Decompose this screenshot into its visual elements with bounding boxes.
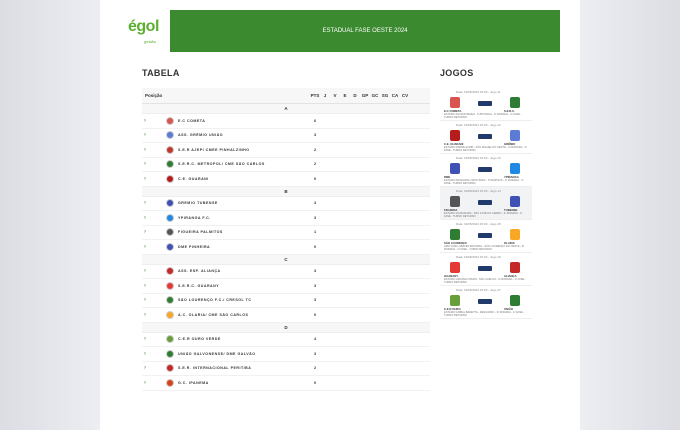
header-sg: SG xyxy=(381,93,389,98)
chevron-right-icon[interactable]: › xyxy=(144,117,146,124)
game-meta: Data: 19/05/2024 15:00 - Jogo 15 xyxy=(456,222,501,226)
game-card[interactable] xyxy=(440,286,532,319)
chevron-right-icon[interactable]: › xyxy=(144,214,146,221)
group-label: D xyxy=(142,323,430,333)
team-points: 6 xyxy=(313,118,317,123)
header-pts: PTS xyxy=(310,93,320,98)
table-row[interactable] xyxy=(142,376,430,391)
chevron-right-icon[interactable]: › xyxy=(144,268,146,275)
game-meta: Data: 19/05/2024 15:00 - Jogo 12 xyxy=(456,123,501,127)
jogos-title: JOGOS xyxy=(440,68,474,78)
team-points: 2 xyxy=(313,366,317,371)
game-meta: Data: 19/05/2024 15:00 - Jogo 17 xyxy=(456,288,501,292)
chevron-right-icon[interactable]: › xyxy=(144,350,146,357)
home-crest-icon xyxy=(450,295,460,306)
table-row[interactable] xyxy=(142,172,430,187)
table-row[interactable] xyxy=(142,143,430,158)
background-left xyxy=(0,0,100,430)
table-row[interactable] xyxy=(142,333,430,348)
versus-badge xyxy=(478,101,492,106)
chevron-right-icon[interactable]: › xyxy=(144,311,146,318)
team-crest-icon xyxy=(166,296,174,304)
home-team-name: SÃO LOURENÇO xyxy=(444,241,467,245)
team-name[interactable]: ASS. GRÊMIO UNIÃO xyxy=(178,133,224,138)
team-name[interactable]: GREMIO TUBENSE xyxy=(178,201,218,206)
chevron-right-icon[interactable]: › xyxy=(144,175,146,182)
team-points: 3 xyxy=(313,298,317,303)
team-name[interactable]: C.E.R OURO VERDE xyxy=(178,337,221,342)
logo-text: égol xyxy=(128,18,159,35)
team-crest-icon xyxy=(166,364,174,372)
game-meta: Data: 19/05/2024 15:00 - Jogo 13 xyxy=(456,156,501,160)
team-crest-icon xyxy=(166,311,174,319)
team-crest-icon xyxy=(166,335,174,343)
team-points: 3 xyxy=(313,201,317,206)
games-list xyxy=(440,88,532,319)
table-row[interactable] xyxy=(142,211,430,226)
team-crest-icon xyxy=(166,199,174,207)
team-crest-icon xyxy=(166,282,174,290)
championship-title: ESTADUAL FASE OESTE 2024 xyxy=(322,28,408,34)
table-row[interactable] xyxy=(142,279,430,294)
home-team-name: FIGUEIRA xyxy=(444,208,458,212)
team-name[interactable]: C.E. GUARANI xyxy=(178,176,209,181)
table-row[interactable] xyxy=(142,240,430,255)
home-team-name: GUARANY xyxy=(444,274,459,278)
versus-badge xyxy=(478,266,492,271)
header-e: E xyxy=(343,93,347,98)
championship-banner xyxy=(170,10,560,52)
versus-badge xyxy=(478,134,492,139)
game-location: ESTÁDIO DA MONTANHA - TUPITANGA - 3ª RODADA - 1ª FASE - TURNO RETURNO xyxy=(444,113,522,120)
away-crest-icon xyxy=(510,295,520,306)
team-name[interactable]: DME PINHEIRA xyxy=(178,244,211,249)
header xyxy=(120,10,560,52)
header-v: V xyxy=(333,93,337,98)
game-location: ESTÁDIO ARCANJO PASIN - SÃO CARLOS - 3ª RODADA - 1ª FASE - TURNO RETURNO xyxy=(444,278,526,285)
chevron-right-icon[interactable]: › xyxy=(144,243,146,250)
team-crest-icon xyxy=(166,350,174,358)
home-team-name: C.E.R OURO xyxy=(444,307,461,311)
away-team-name: GRÊMIO xyxy=(504,142,516,146)
team-crest-icon xyxy=(166,214,174,222)
team-name[interactable]: A.C. OLARIA/ CME SÃO CARLOS xyxy=(178,312,249,317)
team-crest-icon xyxy=(166,228,174,236)
chevron-right-icon[interactable]: › xyxy=(144,146,146,153)
game-card[interactable] xyxy=(440,154,532,187)
team-points: 0 xyxy=(313,244,317,249)
header-gc: GC xyxy=(371,93,379,98)
game-location: ESTÁDIO DA BAIXADA - SÃO JOSÉ DO CEDRO - 3ª RODADA - 1ª FASE - TURNO RETURNO xyxy=(444,212,523,219)
away-team-name: ALIANÇA xyxy=(504,274,517,278)
chevron-right-icon[interactable]: › xyxy=(144,229,146,236)
game-card[interactable] xyxy=(440,220,532,253)
group-label: A xyxy=(142,104,430,114)
home-team-name: C.E. GUARANI xyxy=(444,142,464,146)
team-crest-icon xyxy=(166,267,174,275)
chevron-right-icon[interactable]: › xyxy=(144,132,146,139)
standings-groups xyxy=(142,104,430,391)
home-crest-icon xyxy=(450,262,460,273)
game-card[interactable] xyxy=(440,187,532,220)
versus-badge xyxy=(478,299,492,304)
group-label: C xyxy=(142,255,430,265)
team-crest-icon xyxy=(166,243,174,251)
away-team-name: OLARIA xyxy=(504,241,515,245)
team-name[interactable]: S.E.R.C. METROPOL/ CME SÃO CARLOS xyxy=(178,162,265,167)
away-crest-icon xyxy=(510,97,520,108)
group-label: B xyxy=(142,187,430,197)
team-name[interactable]: E.C COMETA xyxy=(178,118,206,123)
versus-badge xyxy=(478,200,492,205)
game-card[interactable] xyxy=(440,121,532,154)
team-points: 3 xyxy=(313,283,317,288)
away-team-name: UNIÃO xyxy=(504,307,514,311)
away-team-name: YPIRANGA xyxy=(504,175,519,179)
header-ca: CA xyxy=(391,93,399,98)
chevron-right-icon[interactable]: › xyxy=(144,161,146,168)
table-row[interactable] xyxy=(142,362,430,377)
team-name[interactable]: S.E.R.C. GUARANY xyxy=(178,283,220,288)
versus-badge xyxy=(478,167,492,172)
game-meta: Data: 19/05/2024 15:00 - Jogo 11 xyxy=(456,90,501,94)
table-row[interactable] xyxy=(142,294,430,309)
table-header xyxy=(142,88,430,104)
home-team-name: DME xyxy=(444,175,451,179)
chevron-right-icon[interactable]: › xyxy=(144,365,146,372)
team-points: 0 xyxy=(313,312,317,317)
team-name[interactable]: ASS. ESP. ALIANÇA xyxy=(178,269,221,274)
header-gp: GP xyxy=(361,93,369,98)
away-crest-icon xyxy=(510,130,520,141)
team-crest-icon xyxy=(166,117,174,125)
logo-subtext: gestão xyxy=(144,39,157,44)
logo[interactable] xyxy=(120,10,170,52)
chevron-right-icon[interactable]: › xyxy=(144,297,146,304)
table-row[interactable] xyxy=(142,129,430,144)
game-location: ESTÁDIO MUNICIPAL NAVO SPEC - TUNÁPOLIS - 3ª RODADA - 1ª FASE - TURNO RETURNO xyxy=(444,179,524,186)
game-location: ESTÁDIO ANIBAL BARETTA - DESCANSO - 3ª RODADA - 1ª FASE - TURNO RETURNO xyxy=(444,311,525,318)
team-points: 3 xyxy=(313,215,317,220)
team-name[interactable]: YPIRANGA F.C. xyxy=(178,215,211,220)
team-crest-icon xyxy=(166,175,174,183)
background-right xyxy=(580,0,680,430)
home-crest-icon xyxy=(450,229,460,240)
team-crest-icon xyxy=(166,131,174,139)
team-name[interactable]: SÃO LOURENÇO F.C./ CRESOL TC xyxy=(178,298,252,303)
header-cv: CV xyxy=(401,93,409,98)
game-card[interactable] xyxy=(440,88,532,121)
away-crest-icon xyxy=(510,229,520,240)
chevron-right-icon[interactable]: › xyxy=(144,200,146,207)
versus-badge xyxy=(478,233,492,238)
home-team-name: E.C COMETA xyxy=(444,109,462,113)
team-crest-icon xyxy=(166,379,174,387)
team-points: 3 xyxy=(313,269,317,274)
team-points: 3 xyxy=(313,133,317,138)
away-crest-icon xyxy=(510,163,520,174)
home-crest-icon xyxy=(450,97,460,108)
team-name[interactable]: S.E.R AJEPI CMEE PINHALZINHO xyxy=(178,147,250,152)
table-row[interactable] xyxy=(142,114,430,129)
game-location: ARIO GÓE LUBAVES BATURAS - SÃO LOURENÇO DO OESTE - 3ª RODADA - 1ª FASE - TURNO RETURNO xyxy=(444,245,525,252)
game-card[interactable] xyxy=(440,253,532,286)
table-row[interactable] xyxy=(142,347,430,362)
team-name[interactable]: UNIÃO GALVONENSE/ DME GALVÃO xyxy=(178,351,256,356)
chevron-right-icon[interactable]: › xyxy=(144,282,146,289)
table-row[interactable] xyxy=(142,308,430,323)
team-crest-icon xyxy=(166,146,174,154)
away-team-name: TUBENSE xyxy=(504,208,518,212)
home-crest-icon xyxy=(450,163,460,174)
team-crest-icon xyxy=(166,160,174,168)
table-row[interactable] xyxy=(142,226,430,241)
table-row[interactable] xyxy=(142,197,430,212)
home-crest-icon xyxy=(450,130,460,141)
team-name[interactable]: G.C. IPANEMA xyxy=(178,380,209,385)
team-name[interactable]: S.E.R. INTERNACIONAL PERITIBA xyxy=(178,366,252,371)
team-points: 2 xyxy=(313,162,317,167)
tabela-title: TABELA xyxy=(142,68,180,78)
away-crest-icon xyxy=(510,196,520,207)
away-team-name: S.E.R.C. xyxy=(504,109,515,113)
team-points: 2 xyxy=(313,147,317,152)
header-d: D xyxy=(353,93,357,98)
header-posicao: Posição xyxy=(145,93,163,98)
page xyxy=(100,0,580,430)
team-points: 0 xyxy=(313,176,317,181)
team-points: 0 xyxy=(313,380,317,385)
team-points: 1 xyxy=(313,230,317,235)
away-crest-icon xyxy=(510,262,520,273)
chevron-right-icon[interactable]: › xyxy=(144,379,146,386)
team-points: 4 xyxy=(313,337,317,342)
home-crest-icon xyxy=(450,196,460,207)
table-row[interactable] xyxy=(142,265,430,280)
game-meta: Data: 19/05/2024 15:00 - Jogo 14 xyxy=(456,189,501,193)
game-meta: Data: 19/05/2024 15:00 - Jogo 16 xyxy=(456,255,501,259)
team-points: 3 xyxy=(313,351,317,356)
chevron-right-icon[interactable]: › xyxy=(144,336,146,343)
table-row[interactable] xyxy=(142,158,430,173)
team-name[interactable]: FIGUEIRA PALMITOS xyxy=(178,230,223,235)
standings-table xyxy=(142,88,430,391)
header-j: J xyxy=(323,93,327,98)
game-location: ESTÁDIO PADRE ALMIR - SÃO MIGUEL DO OESTE - 3ª RODADA - 1ª FASE - TURNO RETURNO xyxy=(444,146,527,153)
